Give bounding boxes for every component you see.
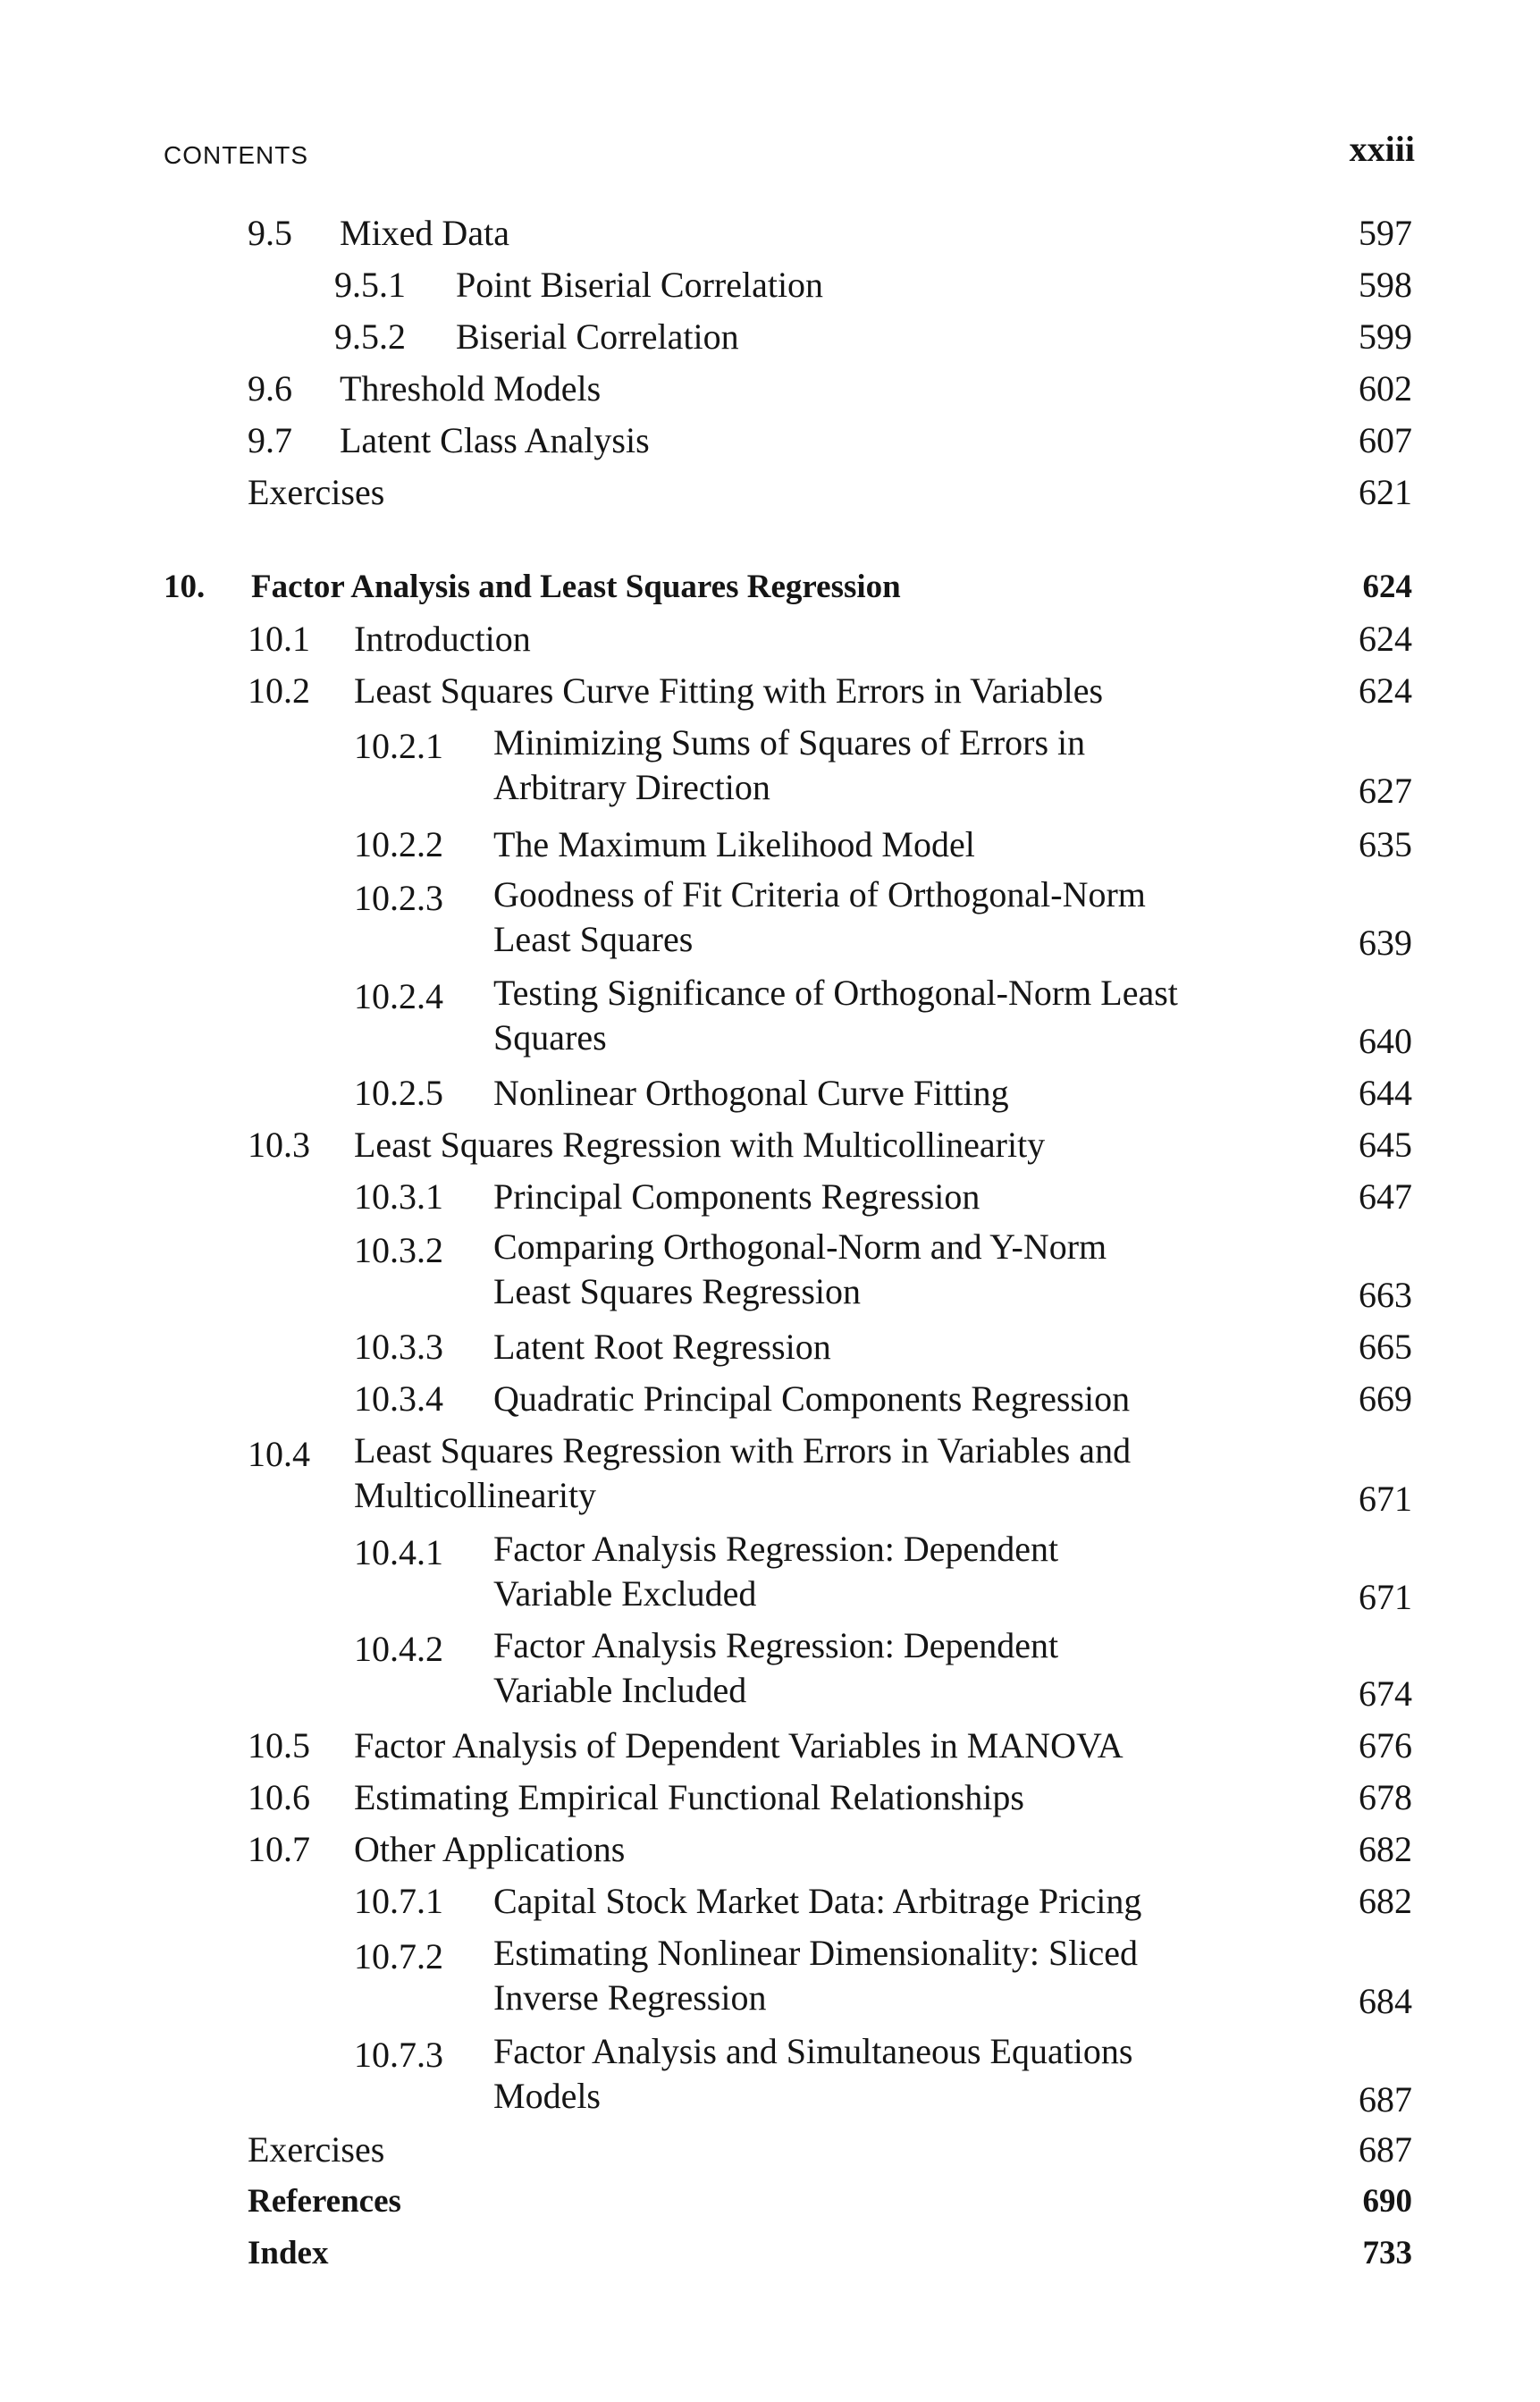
entry-page-number: 674: [1359, 1673, 1412, 1714]
entry-number: 10.2.2: [354, 824, 443, 864]
entry-page-number: 676: [1359, 1725, 1412, 1766]
entry-page-number: 599: [1359, 316, 1412, 357]
entry-title: [354, 1429, 1131, 1518]
section-entry: [0, 363, 1540, 415]
entry-title-line: Testing Significance of Orthogonal-Norm Least: [493, 973, 1178, 1013]
entry-title: Threshold Models: [340, 368, 602, 409]
entry-title-line: Variable Excluded: [493, 1573, 757, 1614]
entry-page-number: 687: [1359, 2079, 1412, 2120]
entry-number: 9.5: [248, 213, 292, 253]
subsection-entry: [0, 1171, 1540, 1223]
section-entry: [0, 207, 1540, 259]
entry-title: Biserial Correlation: [456, 316, 739, 357]
section-entry: [0, 1119, 1540, 1171]
entry-page-number: 627: [1359, 771, 1412, 811]
entry-number: 10.1: [248, 619, 310, 659]
entry-page-number: 635: [1359, 824, 1412, 864]
entry-page-number: 671: [1359, 1577, 1412, 1617]
entry-number: 10.3.4: [354, 1378, 443, 1419]
entry-number: 10.2.3: [354, 878, 443, 918]
subsection-entry: [0, 971, 1540, 1067]
entry-title: Exercises: [248, 472, 385, 512]
entry-page-number: 733: [1362, 2235, 1412, 2271]
entry-title: [493, 2029, 1133, 2119]
entry-page-number: 640: [1359, 1021, 1412, 1061]
entry-title-line: Estimating Nonlinear Dimensionality: Sliced: [493, 1933, 1138, 1973]
subsection-entry: [0, 721, 1540, 817]
section-entry: [0, 1824, 1540, 1875]
entry-title-line: Models: [493, 2076, 601, 2116]
entry-page-number: 624: [1359, 670, 1412, 711]
entry-title: Least Squares Curve Fitting with Errors in Variables: [354, 670, 1104, 711]
entry-title: References: [248, 2183, 401, 2220]
entry-page-number: 665: [1359, 1327, 1412, 1367]
entry-number: 10.: [164, 569, 206, 605]
entry-title: [493, 1623, 1058, 1713]
entry-number: 10.7.2: [354, 1936, 443, 1976]
section-entry: [0, 665, 1540, 717]
entry-title-line: Arbitrary Direction: [493, 767, 770, 807]
entry-title: [493, 721, 1085, 810]
subsection-entry: [0, 1931, 1540, 2027]
entry-number: 10.3: [248, 1125, 310, 1165]
entry-title: Point Biserial Correlation: [456, 265, 824, 305]
entry-title: [493, 1931, 1138, 2020]
section-entry: [0, 1720, 1540, 1772]
subsection-entry: [0, 1321, 1540, 1373]
entry-title-line: Squares: [493, 1017, 607, 1058]
entry-number: 10.2.4: [354, 976, 443, 1016]
entry-page-number: 663: [1359, 1275, 1412, 1315]
entry-page-number: 639: [1359, 923, 1412, 963]
entry-title-line: Comparing Orthogonal-Norm and Y-Norm: [493, 1226, 1107, 1267]
subsection-entry: [0, 872, 1540, 969]
chapter-entry: [0, 561, 1540, 613]
entry-title-line: Multicollinearity: [354, 1475, 597, 1515]
section-entry: [0, 467, 1540, 518]
entry-title: Least Squares Regression with Multicollinearity: [354, 1125, 1046, 1165]
section-entry: [0, 613, 1540, 665]
entry-title-line: Inverse Regression: [493, 1977, 767, 2018]
entry-page-number: 647: [1359, 1176, 1412, 1217]
subsection-entry: [0, 1875, 1540, 1927]
subsection-entry: [0, 1225, 1540, 1321]
entry-title: Introduction: [354, 619, 531, 659]
entry-number: 10.3.2: [354, 1230, 443, 1270]
entry-number: 9.5.1: [334, 265, 406, 305]
entry-number: 10.3.3: [354, 1327, 443, 1367]
entry-title: Other Applications: [354, 1829, 626, 1869]
entry-number: 10.6: [248, 1777, 310, 1817]
page-header: [164, 125, 1415, 170]
entry-title-line: Factor Analysis Regression: Dependent: [493, 1529, 1059, 1569]
entry-title: The Maximum Likelihood Model: [493, 824, 975, 864]
entry-page-number: 687: [1359, 2129, 1412, 2170]
entry-number: 10.3.1: [354, 1176, 443, 1217]
entry-title: Latent Class Analysis: [340, 420, 650, 460]
subsection-entry: [0, 1527, 1540, 1623]
entry-number: 10.4.1: [354, 1532, 443, 1572]
entry-number: 10.4.2: [354, 1629, 443, 1669]
entry-page-number: 678: [1359, 1777, 1412, 1817]
entry-number: 10.7.1: [354, 1881, 443, 1921]
entry-number: 9.5.2: [334, 316, 406, 357]
entry-title-line: Minimizing Sums of Squares of Errors in: [493, 722, 1086, 763]
entry-number: 9.6: [248, 368, 292, 409]
entry-title: [493, 872, 1146, 962]
entry-page-number: 607: [1359, 420, 1412, 460]
entry-title-line: Factor Analysis Regression: Dependent: [493, 1625, 1059, 1665]
entry-page-number: 597: [1359, 213, 1412, 253]
entry-title: [493, 971, 1178, 1060]
entry-page-number: 624: [1359, 619, 1412, 659]
entry-page-number: 645: [1359, 1125, 1412, 1165]
entry-title-line: Goodness of Fit Criteria of Orthogonal-Norm: [493, 874, 1146, 914]
subsection-entry: [0, 2029, 1540, 2126]
section-entry: [0, 1772, 1540, 1824]
entry-page-number: 690: [1362, 2183, 1412, 2220]
entry-page-number: 669: [1359, 1378, 1412, 1419]
entry-title: Exercises: [248, 2129, 385, 2170]
entry-title-line: Least Squares: [493, 919, 694, 959]
entry-title: Factor Analysis and Least Squares Regression: [251, 569, 901, 605]
entry-page-number: 671: [1359, 1479, 1412, 1519]
entry-number: 10.4: [248, 1434, 310, 1474]
section-entry: [0, 1429, 1540, 1525]
entry-number: 10.7: [248, 1829, 310, 1869]
entry-number: 10.5: [248, 1725, 310, 1766]
entry-title: Latent Root Regression: [493, 1327, 831, 1367]
entry-number: 9.7: [248, 420, 292, 460]
entry-title: Principal Components Regression: [493, 1176, 980, 1217]
entry-number: 10.2.1: [354, 726, 443, 766]
running-head: CONTENTS: [164, 141, 308, 169]
entry-title: Factor Analysis of Dependent Variables in MANOVA: [354, 1725, 1123, 1766]
entry-title: [493, 1225, 1107, 1314]
entry-page-number: 621: [1359, 472, 1412, 512]
section-entry: [0, 2124, 1540, 2176]
section-entry: [0, 415, 1540, 467]
section-entry: [0, 2228, 1540, 2280]
entry-title-line: Least Squares Regression: [493, 1271, 862, 1311]
entry-page-number: 602: [1359, 368, 1412, 409]
page-number-roman: xxiii: [1349, 129, 1415, 169]
entry-title: Index: [248, 2235, 329, 2271]
subsection-entry: [0, 259, 1540, 311]
entry-title: Estimating Empirical Functional Relationships: [354, 1777, 1024, 1817]
entry-title-line: Factor Analysis and Simultaneous Equations: [493, 2031, 1133, 2071]
entry-page-number: 624: [1362, 569, 1412, 605]
subsection-entry: [0, 819, 1540, 871]
entry-page-number: 682: [1359, 1881, 1412, 1921]
entry-title-line: Least Squares Regression with Errors in Variables and: [354, 1430, 1132, 1471]
entry-title: Quadratic Principal Components Regression: [493, 1378, 1131, 1419]
subsection-entry: [0, 1067, 1540, 1119]
entry-page-number: 682: [1359, 1829, 1412, 1869]
subsection-entry: [0, 311, 1540, 363]
entry-title-line: Variable Included: [493, 1670, 747, 1710]
entry-page-number: 644: [1359, 1073, 1412, 1113]
subsection-entry: [0, 1623, 1540, 1720]
entry-page-number: 598: [1359, 265, 1412, 305]
entry-number: 10.2: [248, 670, 310, 711]
entry-title: [493, 1527, 1058, 1616]
entry-title: Nonlinear Orthogonal Curve Fitting: [493, 1073, 1009, 1113]
section-entry: [0, 2176, 1540, 2228]
subsection-entry: [0, 1373, 1540, 1425]
entry-page-number: 684: [1359, 1981, 1412, 2021]
entry-title: Mixed Data: [340, 213, 509, 253]
entry-number: 10.7.3: [354, 2035, 443, 2075]
entry-number: 10.2.5: [354, 1073, 443, 1113]
entry-title: Capital Stock Market Data: Arbitrage Pricing: [493, 1881, 1142, 1921]
